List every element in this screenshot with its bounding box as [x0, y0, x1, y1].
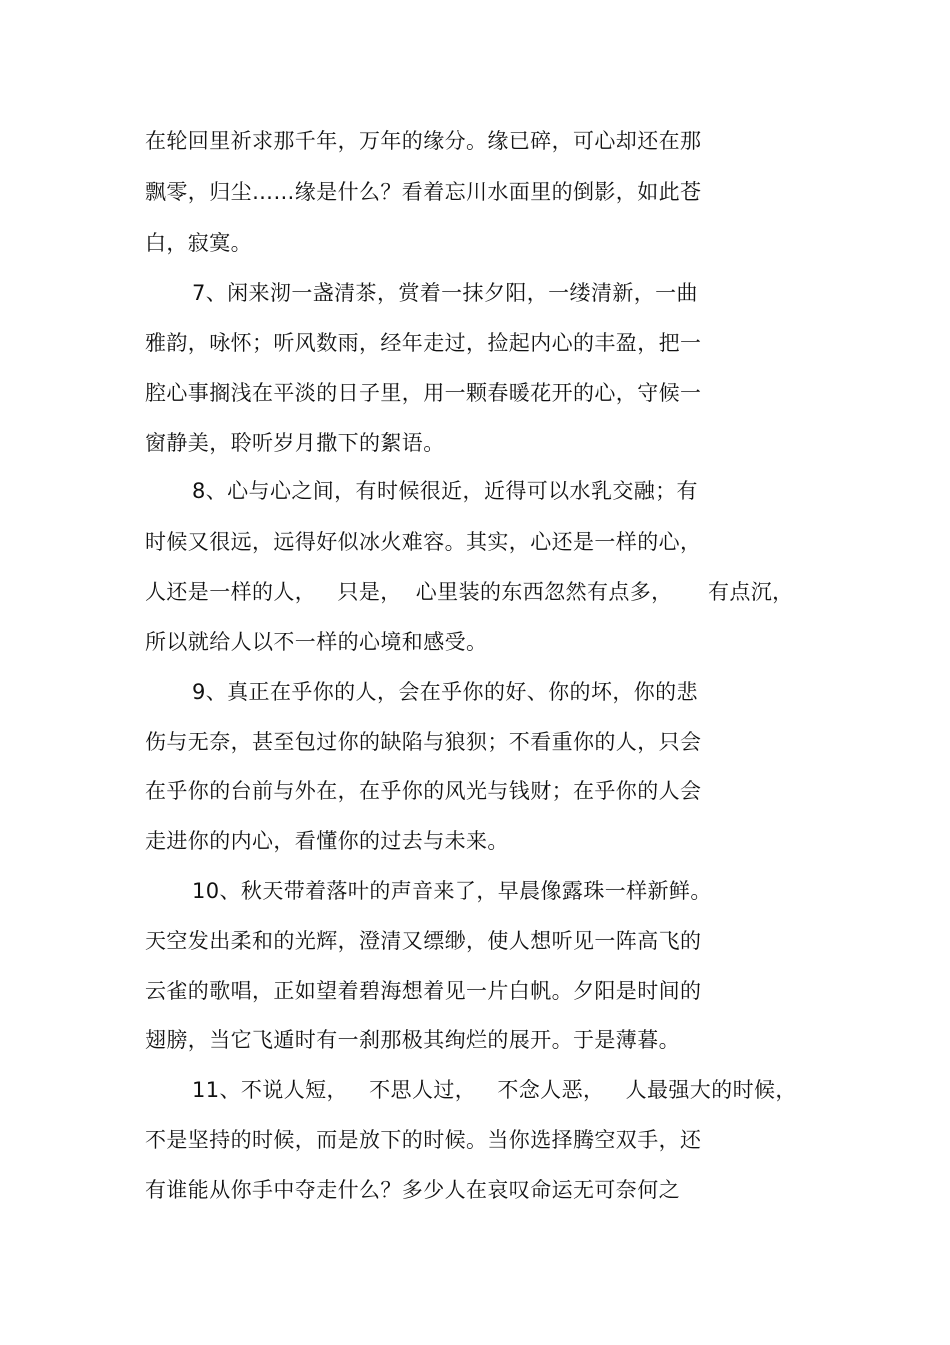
text-line: 云雀的歌唱，正如望着碧海想着见一片白帆。夕阳是时间的 — [145, 979, 702, 1003]
paragraph-9-start: 9、真正在乎你的人，会在乎你的好、你的坏，你的悲 — [192, 680, 698, 704]
text-line: 在乎你的台前与外在，在乎你的风光与钱财；在乎你的人会 — [145, 779, 702, 803]
text-line: 人还是一样的人， 只是， 心里装的东西忽然有点多， 有点沉， — [145, 580, 794, 604]
text-line: 天空发出柔和的光辉，澄清又缥缈，使人想听见一阵高飞的 — [145, 929, 702, 953]
text-line: 有谁能从你手中夺走什么？多少人在哀叹命运无可奈何之 — [145, 1178, 680, 1202]
paragraph-7-start: 7、闲来沏一盏清茶，赏着一抹夕阳，一缕清新，一曲 — [192, 281, 698, 305]
text-line: 不是坚持的时候，而是放下的时候。当你选择腾空双手，还 — [145, 1128, 702, 1152]
text-line: 飘零，归尘……缘是什么？看着忘川水面里的倒影，如此苍 — [145, 180, 702, 204]
text-line: 窗静美，聆听岁月撒下的絮语。 — [145, 431, 445, 455]
paragraph-10-start: 10、秋天带着落叶的声音来了，早晨像露珠一样新鲜。 — [192, 879, 712, 903]
text-line: 时候又很远，远得好似冰火难容。其实，心还是一样的心， — [145, 530, 702, 554]
text-line: 腔心事搁浅在平淡的日子里，用一颗春暖花开的心，守候一 — [145, 381, 702, 405]
text-line: 白，寂寞。 — [145, 231, 252, 255]
text-line: 翅膀，当它飞遁时有一刹那极其绚烂的展开。于是薄暮。 — [145, 1028, 680, 1052]
paragraph-11-start: 11、不说人短， 不思人过， 不念人恶， 人最强大的时候， — [192, 1078, 797, 1102]
text-line: 在轮回里祈求那千年，万年的缘分。缘已碎，可心却还在那 — [145, 129, 702, 153]
paragraph-8-start: 8、心与心之间，有时候很近，近得可以水乳交融；有 — [192, 479, 698, 503]
text-line: 伤与无奈，甚至包过你的缺陷与狼狈；不看重你的人，只会 — [145, 730, 702, 754]
text-line: 所以就给人以不一样的心境和感受。 — [145, 630, 488, 654]
text-line: 雅韵，咏怀；听风数雨，经年走过，捡起内心的丰盈，把一 — [145, 331, 702, 355]
text-line: 走进你的内心，看懂你的过去与未来。 — [145, 829, 509, 853]
